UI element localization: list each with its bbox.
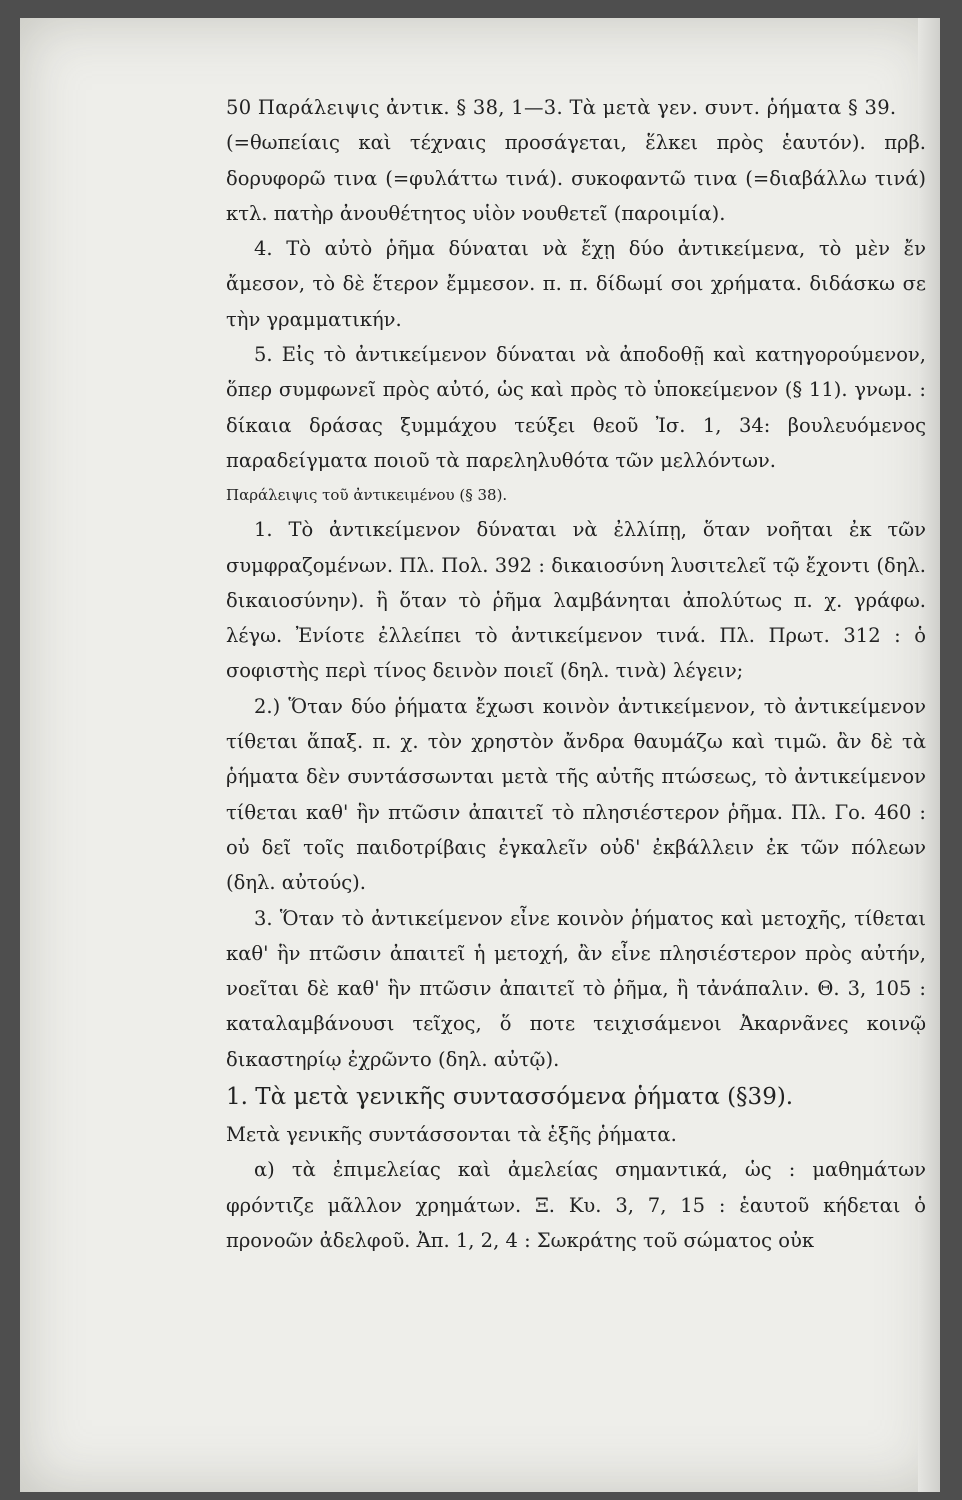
omission-paragraph-3: 3. Ὅταν τὸ ἀντικείμενον εἶνε κοινὸν ῥήματος καὶ μετοχῆς, τίθεται καθ' ἣν πτῶσιν ἀπαιτεῖ ἡ μετοχή, ἂν εἶνε πλησιέστερον πρὸς αὐτήν, νοεῖται δὲ καθ' ἣν πτῶσιν ἀπαιτεῖ τὸ ῥῆμα, ἢ τἀνάπαλιν. Θ. 3, 105 : καταλαμβάνουσι τεῖχος, ὅ ποτε τειχισάμενοι Ἀκαρνᾶνες κοινῷ δικαστηρίῳ ἐχρῶντο (δηλ. αὐτῷ). bbox=[226, 906, 926, 1071]
section-heading: 1. Τὰ μετὰ γενικῆς συντασσόμενα ῥήματα (§39). bbox=[226, 1084, 794, 1111]
genitive-intro: Μετὰ γενικῆς συντάσσονται τὰ ἑξῆς ῥήματα. bbox=[226, 1123, 677, 1147]
omission-paragraph-1: 1. Τὸ ἀντικείμενον δύναται νὰ ἐλλίπῃ, ὅταν νοῆται ἐκ τῶν συμφραζομένων. Πλ. Πολ. 392 : δικαιοσύνη λυσιτελεῖ τῷ ἔχοντι (δηλ. δικαιοσύνην). ἢ ὅταν τὸ ῥῆμα λαμβάνηται ἀπολύτως π. χ. γράφω. λέγω. Ἐνίοτε ἐλλείπει τὸ ἀντικείμενον τινά. Πλ. Πρωτ. 312 : ὁ σοφιστὴς περὶ τίνος δεινὸν ποιεῖ (δηλ. τινὰ) λέγειν; bbox=[226, 518, 926, 683]
paragraph-5: 5. Εἰς τὸ ἀντικείμενον δύναται νὰ ἀποδοθῇ καὶ κατηγορούμενον, ὅπερ συμφωνεῖ πρὸς αὐτό, ὡς καὶ πρὸς τὸ ὑποκείμενον (§ 11). γνωμ. : δίκαια δράσας ξυμμάχου τεύξει θεοῦ Ἰσ. 1, 34: βουλευόμενος παραδείγματα ποιοῦ τὰ παρεληλυθότα τῶν μελλόντων. bbox=[226, 343, 926, 472]
subheading: Παράλειψις τοῦ ἀντικειμένου (§ 38). bbox=[226, 486, 508, 505]
omission-paragraph-2: 2.) Ὅταν δύο ῥήματα ἔχωσι κοινὸν ἀντικείμενον, τὸ ἀντικείμενον τίθεται ἅπαξ. π. χ. τὸν χρηστὸν ἄνδρα θαυμάζω καὶ τιμῶ. ἂν δὲ τὰ ῥήματα δὲν συντάσσωνται μετὰ τῆς αὐτῆς πτώσεως, τὸ ἀντικείμενον τίθεται καθ' ἣν πτῶσιν ἀπαιτεῖ τὸ πλησιέστερον ῥῆμα. Πλ. Γο. 460 : οὐ δεῖ τοῖς παιδοτρίβαις ἐγκαλεῖν οὐδ' ἐκβάλλειν ἐκ τῶν πόλεων (δηλ. αὐτούς). bbox=[226, 694, 926, 895]
running-head: 50 Παράλειψις ἀντικ. § 38, 1—3. Τὰ μετὰ γεν. συντ. ῥήματα § 39. bbox=[226, 96, 897, 119]
page-text bbox=[226, 90, 926, 1258]
paragraph-4: 4. Τὸ αὐτὸ ῥῆμα δύναται νὰ ἔχῃ δύο ἀντικείμενα, τὸ μὲν ἔν ἄμεσον, τὸ δὲ ἕτερον ἔμμεσον. π. π. δίδωμί σοι χρήματα. διδάσκω σε τὴν γραμματικήν. bbox=[226, 237, 926, 331]
genitive-paragraph-a: α) τὰ ἐπιμελείας καὶ ἀμελείας σημαντικά, ὡς : μαθημάτων φρόντιζε μᾶλλον χρημάτων. Ξ. Κυ. 3, 7, 15 : ἑαυτοῦ κήδεται ὁ προνοῶν ἀδελφοῦ. Ἀπ. 1, 2, 4 : Σωκράτης τοῦ σώματος οὐκ bbox=[226, 1158, 926, 1252]
paragraph-continuation: (=θωπείαις καὶ τέχναις προσάγεται, ἕλκει πρὸς ἑαυτόν). πρβ. δορυφορῶ τινα (=φυλάττω τινά). συκοφαντῶ τινα (=διαβάλλω τινά) κτλ. πατὴρ ἀνουθέτητος υἱὸν νουθετεῖ (παροιμία). bbox=[226, 131, 926, 225]
